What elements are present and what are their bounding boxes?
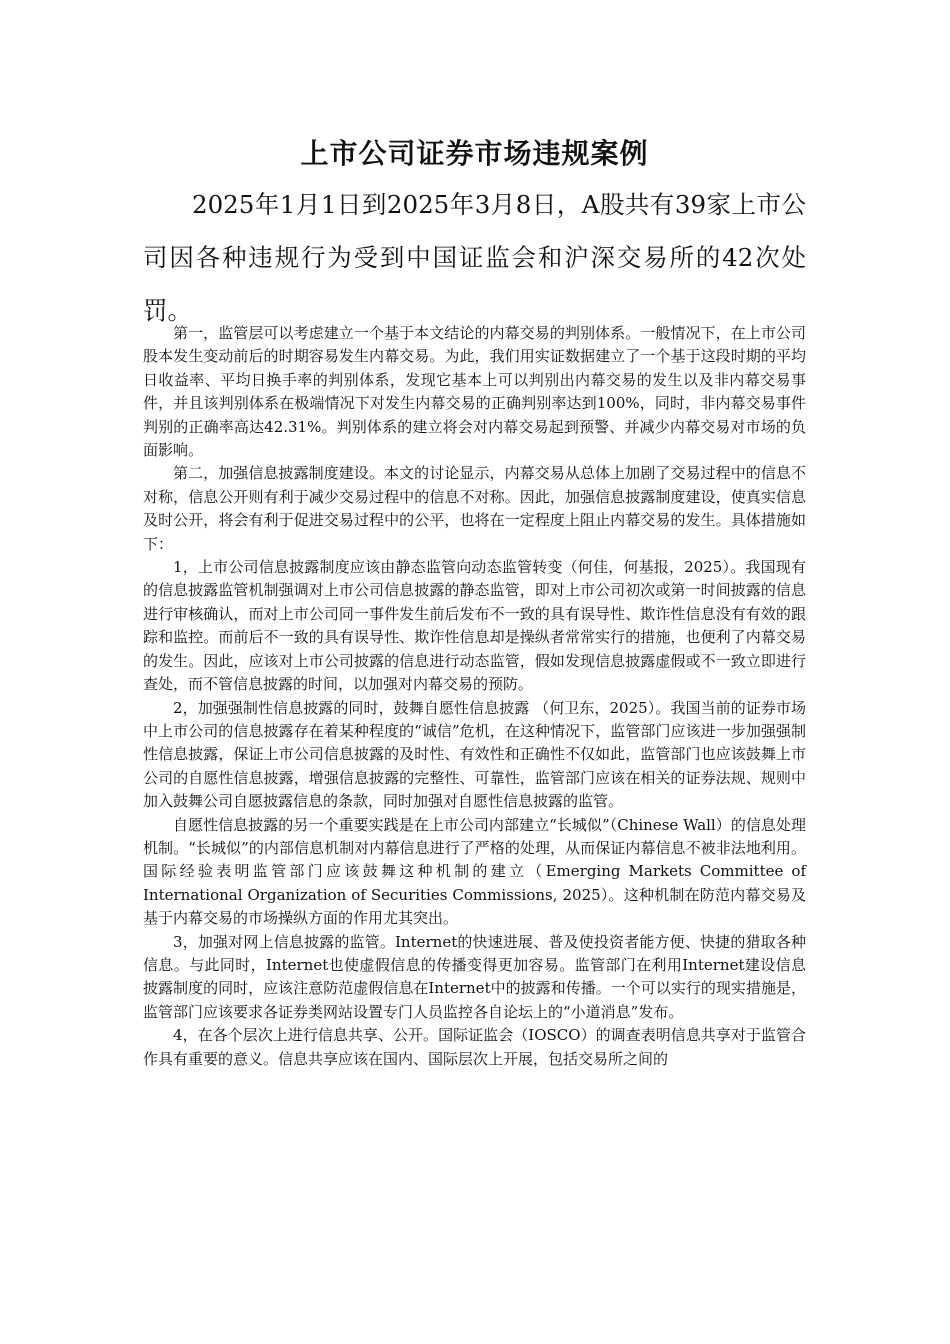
paragraph-item-3: 3，加强对网上信息披露的监管。Internet的快速进展、普及使投资者能方便、快捷的猎取各种信息。与此同时，Internet也使虚假信息的传播变得更加容易。监管部门在利用Internet建设信息披露制度的同时，应该注意防范虚假信息在Internet中的披露和传播。一个可以实行的现实措施是，监管部门应该要求各证券类网站设置专门人员监控各自论坛上的“小道消息”发布。 [143, 932, 806, 1021]
paragraph-item-4: 4，在各个层次上进行信息共享、公开。国际证监会（IOSCO）的调查表明信息共享对于监管合作具有重要的意义。信息共享应该在国内、国际层次上开展，包括交易所之间的 [143, 1026, 806, 1068]
paragraph-item-2: 2，加强强制性信息披露的同时，鼓舞自愿性信息披露 （何卫东，2025）。我国当前的证券市场中上市公司的信息披露存在着某种程度的“诚信”危机，在这种情况下，监管部门应该进一步加强强制性信息披露，保证上市公司信息披露的及时性、有效性和正确性不仅如此，监管部门也应该鼓舞上市公司的自愿性信息披露，增强信息披露的完整性、可靠性，监管部门应该在相关的证券法规、规则中加入鼓舞公司自愿披露信息的条款，同时加强对自愿性信息披露的监管。 [143, 698, 806, 811]
paragraph-measure-2: 第二，加强信息披露制度建设。本文的讨论显示，内幕交易从总体上加剧了交易过程中的信息不对称，信息公开则有利于减少交易过程中的信息不对称。因此，加强信息披露制度建设，使真实信息及时公开，将会有利于促进交易过程中的公平，也将在一定程度上阻止内幕交易的发生。具体措施如下： [143, 464, 806, 553]
intro-paragraph: 2025年1月1日到2025年3月8日，A股共有39家上市公司因各种违规行为受到中国证监会和沪深交易所的42次处罚。 [143, 190, 806, 325]
paragraph-chinese-wall: 自愿性信息披露的另一个重要实践是在上市公司内部建立“长城似”（Chinese Wall）的信息处理机制。“长城似”的内部信息机制对内幕信息进行了严格的处理，从而保证内幕信息不被非法地利用。国际经验表明监管部门应该鼓舞这种机制的建立（Emerging Markets Committee of International Organization of Securities Commissions, 2025）。这种机制在防范内幕交易及基于内幕交易的市场操纵方面的作用尤其突出。 [143, 815, 806, 928]
paragraph-measure-1: 第一，监管层可以考虑建立一个基于本文结论的内幕交易的判别体系。一般情况下，在上市公司股本发生变动前后的时期容易发生内幕交易。为此，我们用实证数据建立了一个基于这段时期的平均日收益率、平均日换手率的判别体系，发现它基本上可以判别出内幕交易的发生以及非内幕交易事件，并且该判别体系在极端情况下对发生内幕交易的正确判别率达到100%，同时，非内幕交易事件判别的正确率高达42.31%。判别体系的建立将会对内幕交易起到预警、并减少内幕交易对市场的负面影响。 [143, 324, 806, 460]
document-title: 上市公司证券市场违规案例 [300, 137, 649, 170]
paragraph-item-1: 1，上市公司信息披露制度应该由静态监管向动态监管转变（何佳，何基报，2025）。我国现有的信息披露监管机制强调对上市公司信息披露的静态监管，即对上市公司初次或第一时间披露的信息进行审核确认，而对上市公司同一事件发生前后发布不一致的具有误导性、欺诈性信息没有有效的跟踪和监控。而前后不一致的具有误导性、欺诈性信息却是操纵者常常实行的措施，也便利了内幕交易的发生。因此，应该对上市公司披露的信息进行动态监管，假如发现信息披露虚假或不一致立即进行查处，而不管信息披露的时间，以加强对内幕交易的预防。 [143, 558, 806, 694]
body-text [143, 322, 806, 1071]
